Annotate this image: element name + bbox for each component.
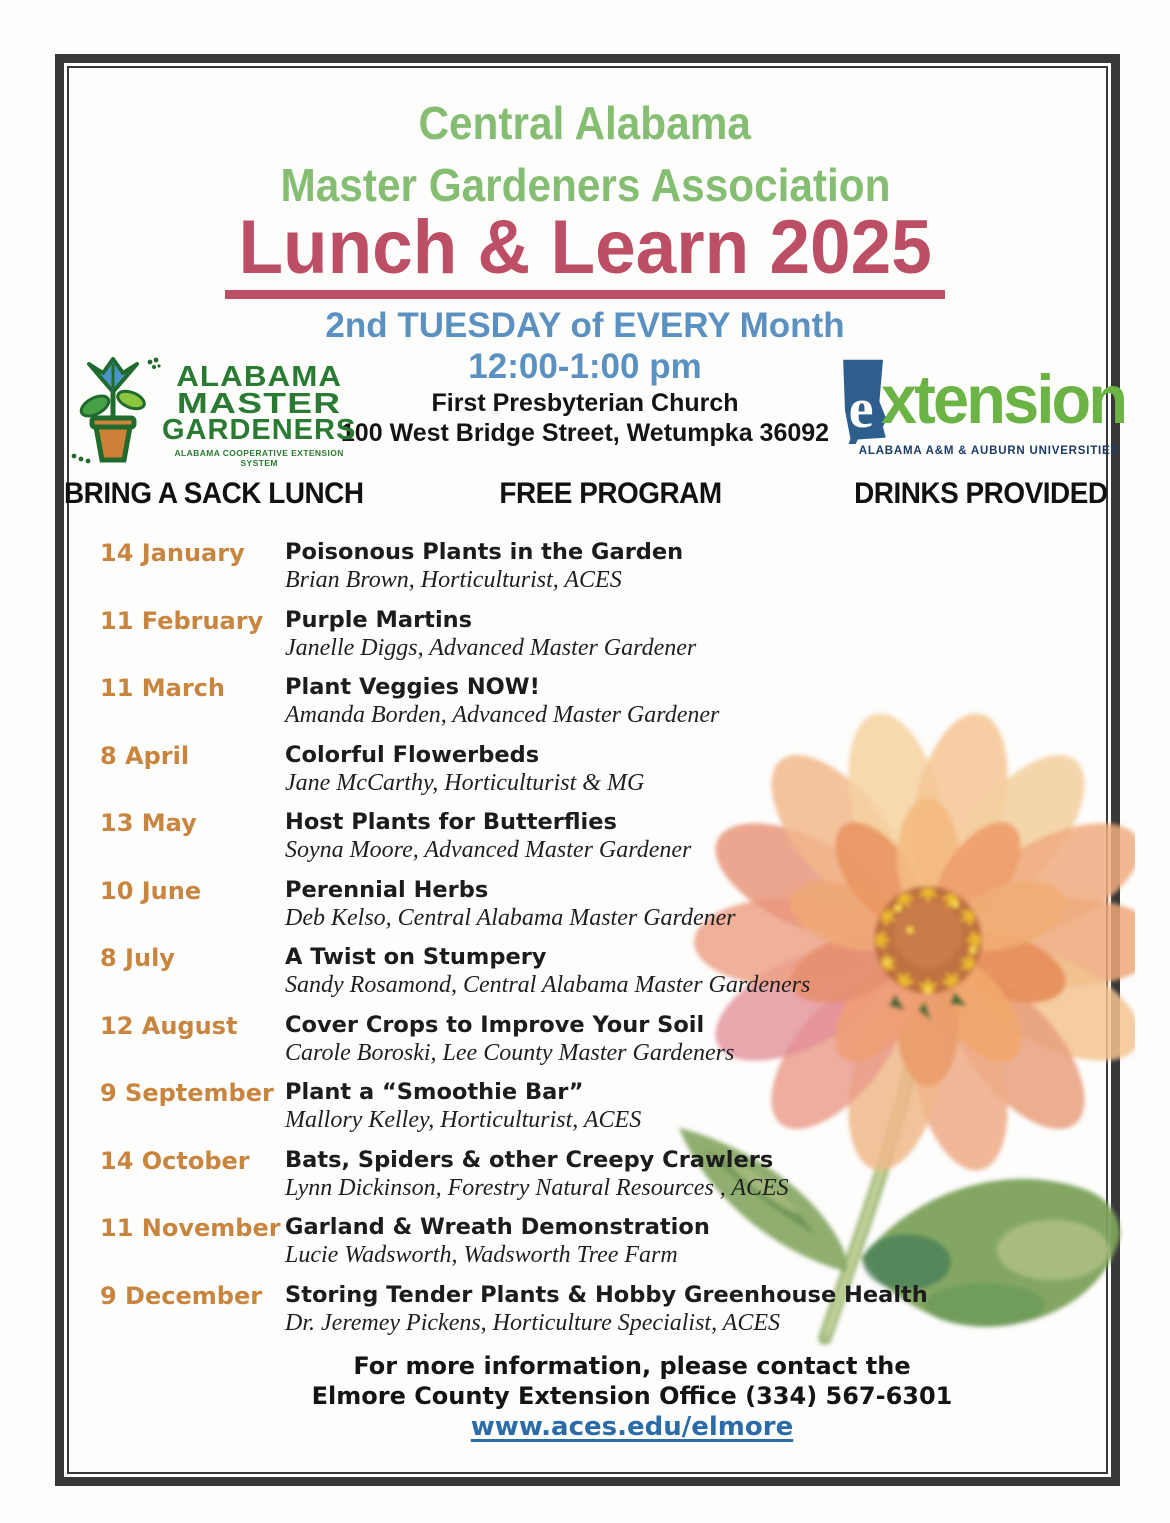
event-presenter: Lucie Wadsworth, Wadsworth Tree Farm [285,1242,678,1268]
extension-tagline: ALABAMA A&M & AUBURN UNIVERSITIES [858,445,1119,457]
event-date: 10 June [100,876,202,905]
event-title: Garland & Wreath Demonstration [285,1214,710,1240]
event-row-august [100,1011,1100,1079]
venue-name: First Presbyterian Church [431,389,739,417]
event-row-september [100,1078,1100,1146]
event-row-june [100,876,1100,944]
event-date: 12 August [100,1011,238,1040]
schedule-frequency: 2nd TUESDAY of EVERY Month [325,306,845,345]
amg-logo [62,356,357,469]
page-title [0,205,1170,299]
amg-line3: GARDENERS [162,414,357,447]
amg-logo-text [162,356,357,469]
svg-text:e: e [848,377,874,440]
info-drinks: DRINKS PROVIDED [854,477,1108,510]
event-presenter: Janelle Diggs, Advanced Master Gardener [285,634,697,661]
event-date: 11 March [100,674,225,702]
event-presenter: Brian Brown, Horticulturist, ACES [285,567,622,593]
event-title: Plant a “Smoothie Bar” [285,1079,584,1105]
event-date: 8 July [100,944,175,972]
event-row-july [100,943,1100,1011]
event-date: 14 January [100,539,245,567]
event-title: A Twist on Stumpery [285,944,547,970]
event-presenter: Deb Kelso, Central Alabama Master Gardener [285,904,736,931]
aces-website-link[interactable]: www.aces.edu/elmore [470,1412,794,1442]
footer-link-row [112,1412,1152,1442]
event-title: Plant Veggies NOW! [285,674,540,700]
event-date: 9 September [100,1079,274,1107]
amg-line2: MASTER [176,387,342,420]
event-presenter: Lynn Dickinson, Forestry Natural Resources , ACES [285,1174,789,1201]
event-title: Host Plants for Butterflies [285,809,617,835]
event-presenter: Mallory Kelley, Horticulturist, ACES [285,1107,642,1133]
event-presenter: Sandy Rosamond, Central Alabama Master Gardeners [285,972,811,998]
org-name-line2-text: Master Gardeners Association [280,159,890,211]
event-date: 9 December [100,1281,263,1310]
event-row-december [100,1281,1100,1349]
info-sack-lunch: BRING A SACK LUNCH [64,477,364,510]
event-row-november [100,1213,1100,1281]
org-name-line2 [0,158,1170,212]
event-presenter: Carole Boroski, Lee County Master Gardeners [285,1039,735,1066]
event-schedule [100,538,1100,1348]
event-title: Cover Crops to Improve Your Soil [285,1011,705,1038]
event-presenter: Amanda Borden, Advanced Master Gardener [285,702,720,728]
venue-address: 100 West Bridge Street, Wetumpka 36092 [340,419,830,447]
event-date: 8 April [100,741,190,770]
org-name-line1-text: Central Alabama [418,97,752,149]
event-row-april [100,741,1100,809]
event-title: Bats, Spiders & other Creepy Crawlers [285,1146,774,1173]
schedule-time: 12:00-1:00 pm [468,347,702,386]
event-row-february [100,606,1100,674]
event-date: 13 May [100,809,197,837]
amg-line1: ALABAMA [176,361,343,393]
event-title: Storing Tender Plants & Hobby Greenhouse Health [285,1281,928,1308]
info-free-program: FREE PROGRAM [499,477,722,510]
event-row-october [100,1146,1100,1214]
event-title: Poisonous Plants in the Garden [285,539,684,565]
info-bar [64,477,1108,511]
event-date: 11 February [100,606,264,635]
event-date: 11 November [100,1214,281,1242]
event-title: Colorful Flowerbeds [285,741,540,768]
event-presenter: Dr. Jeremey Pickens, Horticulture Specialist, ACES [285,1309,780,1336]
amg-tagline: ALABAMA COOPERATIVE EXTENSION SYSTEM [174,448,344,469]
org-name-line1 [0,96,1170,150]
footer-info-line1: For more information, please contact the [353,1352,911,1380]
event-title: Perennial Herbs [285,876,489,903]
page-title-text: Lunch & Learn 2025 [225,210,945,299]
extension-logo [833,358,1126,466]
event-row-march [100,673,1100,741]
event-title: Purple Martins [285,606,473,633]
event-date: 14 October [100,1146,250,1175]
extension-wordmark: xtension [881,361,1126,438]
event-presenter: Jane McCarthy, Horticulturist & MG [285,769,645,796]
event-presenter: Soyna Moore, Advanced Master Gardener [285,837,692,863]
event-row-january [100,538,1100,606]
event-row-may [100,808,1100,876]
footer-info-line2: Elmore County Extension Office (334) 567-6301 [311,1382,953,1410]
